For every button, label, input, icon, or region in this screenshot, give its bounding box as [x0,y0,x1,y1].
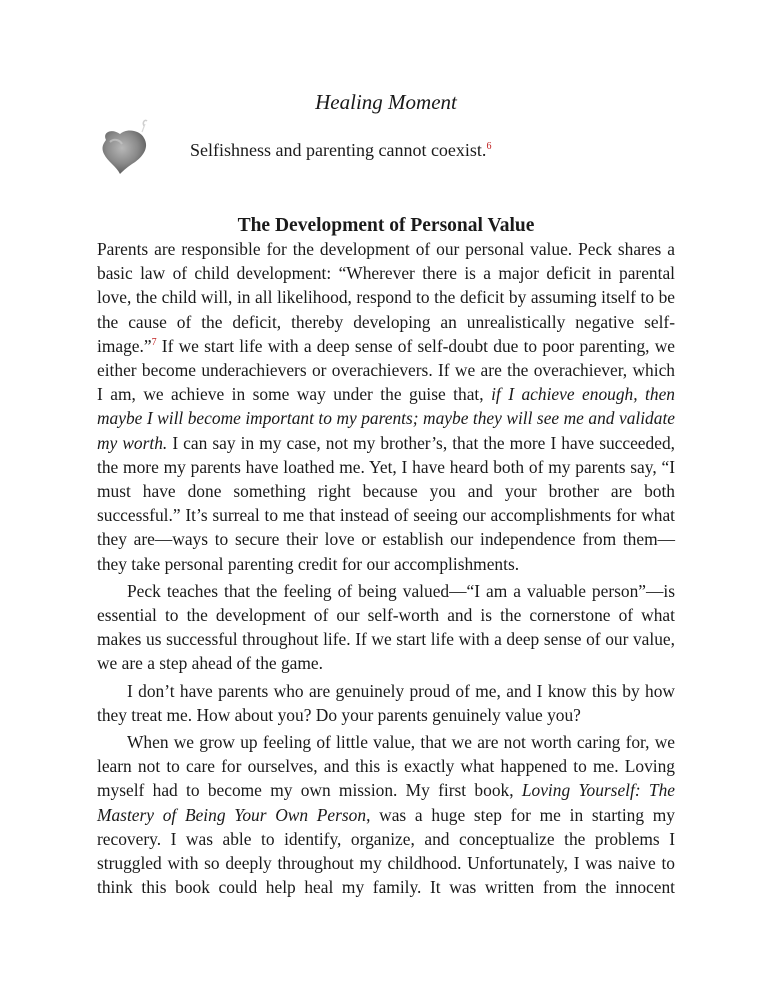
paragraph-1-italic: if I achieve enough, then maybe I will become important to my parents; maybe they will see me and validate my worth. [97,384,675,453]
paragraph-1-text-c: I can say in my case, not my brother’s, that the more I have succeeded, the more my parents have loathed me. Yet, I have heard both of my parents say, “I must have done something right because you and your brother are both successful.” It’s surreal to me that instead of seeing our accomplishments for what they are—ways to secure their love or establish our independence from them—they take personal parenting credit for our accomplishments. [97,432,675,574]
heart-icon [98,118,160,178]
healing-moment-quote [190,138,491,162]
paragraph-4-text-b: , was a huge step for me in starting my recovery. I was able to identify, organize, and conceptualize the problems I struggled with so deeply throughout my childhood. Unfortunately, I was naive to think this book could help heal my family. It was written from the innocent [97,804,675,898]
paragraph-1 [97,237,675,576]
paragraph-1-text-b: If we start life with a deep sense of self-doubt due to poor parenting, we either become underachievers or overachievers. If we are the overachiever, which I am, we achieve in some way under the guise that, [97,335,675,405]
paragraph-4-text-a: When we grow up feeling of little value, that we are not worth caring for, we learn not to care for ourselves, and this is exactly what happened to me. Loving myself had to become my own mission. My first book, [97,732,675,801]
book-title: Loving Yourself: The Mastery of Being Your Own Person [97,780,675,825]
section-heading: The Development of Personal Value [237,215,535,236]
footnote-marker: 7 [151,336,157,348]
paragraph-4 [97,730,675,899]
healing-moment-title: Healing Moment [315,90,457,114]
paragraph-3: I don’t have parents who are genuinely proud of me, and I know this by how they treat me. How about you? Do your parents genuinely value you? [97,680,675,725]
paragraph-2: Peck teaches that the feeling of being valued—“I am a valuable person”—is essential to the development of our self-worth and is the cornerstone of what makes us successful throughout life. If we start life with a deep sense of our value, we are a step ahead of the game. [97,580,675,674]
body-text [97,237,675,899]
paragraph-1-text-a: Parents are responsible for the development of our personal value. Peck shares a basic law of child development: “Wherever there is a major deficit in parental love, the child will, in all likelihood, respond to the deficit by assuming itself to be the cause of the deficit, thereby developing an unrealistically negative self-image.” [97,239,675,356]
footnote-marker: 6 [486,141,492,152]
quote-text: Selfishness and parenting cannot coexist. [190,140,487,160]
